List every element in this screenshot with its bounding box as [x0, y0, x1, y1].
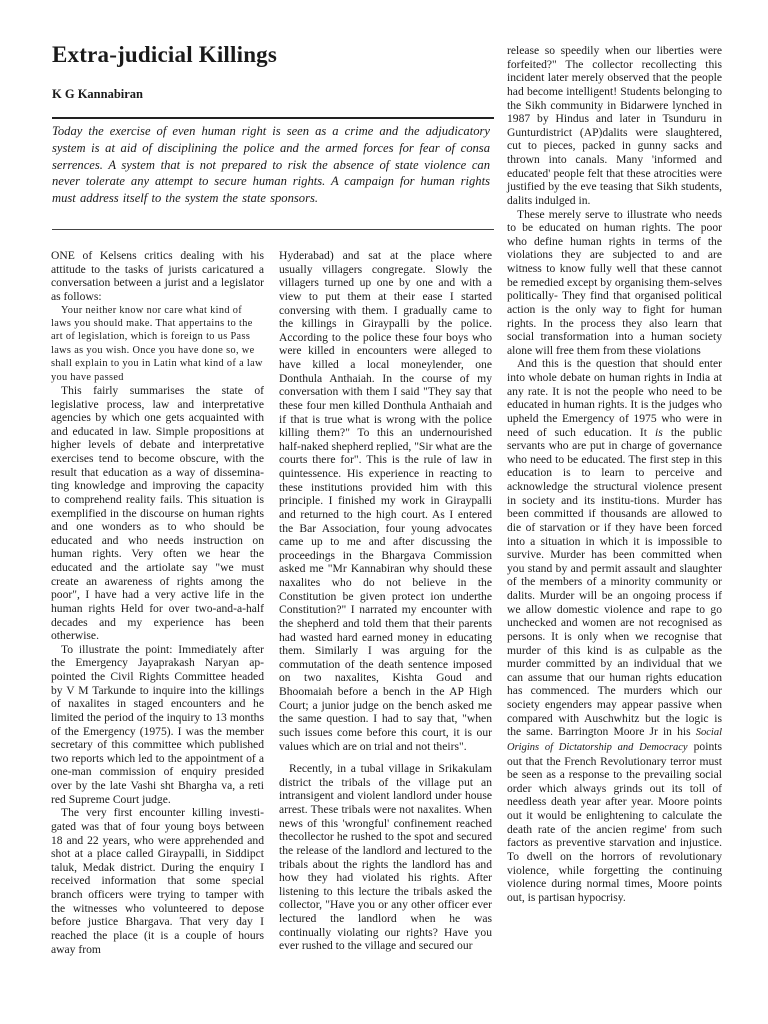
body-paragraph — [507, 357, 722, 904]
article-title: Extra-judicial Killings — [52, 42, 278, 67]
body-paragraph: To illustrate the point: Immediately after the Emergency Jayaprakash Naryan ap-pointed the Civil Rights Committee headed by V M Tarkunde to inquire into the killings of naxalites in staged encounters and he limited the period of the inquiry to 13 months of the Emergency (1975). I was the member secretary of this committee which published two reports which led to the appointment of a one-man commission of enquiry presided over by the late Vashi sht Bhargha va, a reti red Supreme Court judge. — [51, 642, 264, 806]
column-3 — [507, 44, 722, 904]
body-paragraph: Hyderabad) and sat at the place where usually villagers congregate. Slowly the villagers turned up one by one and with a view to put them at their ease I started conversing with them. I gradually came to the killings in Giraypalli by the police. According to the police these four boys who were killed in encounters were alleged to have killed a local moneylender, one Donthula Anthaiah. In the course of my conversation with them I said "They say that these four men killed Donthula Anthaiah and if that is true what is wrong with the police killing them?" To this an undernourished half-naked shepherd replied, "Sir what are the courts there for". This is the rule of law in quintessence. His experience in reacting to these institutions provided him with this principle. I finished my work in Giraypalli and returned to the high court. As I entered the Bar Association, four young advocates came up to me and after discussing the proceedings in the Bhargava Commission asked me "Mr Kannabiran why should these naxalites who do not believe in the Constitution be given protect ion underthe Constitution?" I narrated my encounter with the shepherd and told them that their parents had wasted hard earned money in educating them. Similarly I was arguing for the commutation of the death sentence imposed on two naxalites, Kishta Goud and Bhoomaiah before a bench in the AP High Court; a junior judge on the bench asked me the same question. I had to say that, "when such issues come before this court, it is our values which are on trial and not theirs". — [279, 249, 493, 753]
article-author: K G Kannabiran — [52, 87, 143, 101]
body-paragraph: release so speedily when our liberties were forfeited?" The collector recollecting this incident later merely observed that the people had become intelligent! Students belonging to the Sikh community in Bidarwere lynched in 1987 by Hindus and later in Tsunduru in Gunturdistrict (AP)dalits were slaughtered, cut to pieces, packed in gunny sacks and thrown into canals. Many 'informed and educated' people felt that these atrocities were justified by the eve teasing that Sikh students, dalits indulged in. — [507, 44, 722, 207]
header-rule — [52, 117, 494, 119]
book-title: Social Origins of Dictatorship and Democracy — [507, 727, 722, 753]
body-text: points out that the French Revolutionary terror must be seen as a response to the prevailing social order which always grinds out its toll of needless death year after year. Moore points out it would be enlightening to calculate the death rate of the ancien regime' from such factors as preventive starvation and injustice. To dwell on the horrors of revolutionary violence, while forgetting the continuing violence during normal times, Moore points out, is partisan hypocrisy. — [507, 739, 722, 904]
body-paragraph: This fairly summarises the state of legislative process, law and interpretative agencies by which one gets acquainted with and educated in law. Simple propositions at higher levels of debate and interpretative exercises tend to become obscure, with the result that education as a way of dissemina-ting knowledge and improving the capacity to comprehend reality fails. This situation is exemplified in the discourse on human rights and one wonders as to who should be educated and who needs instruction on human rights. Very often we hear the educated and the artiolate say "we must create an awareness of rights among the poor", I have had a very active life in the human rights Held for over two-and-a-half decades and my experience has been otherwise. — [51, 383, 264, 643]
body-paragraph: These merely serve to illustrate who needs to be educated on human rights. The poor who define human rights in terms of the violations they are subjected to and are witness to know fully well that these cannot be remedied except by organising them-selves politically- They find that organised political action is the only way to fight for human rights. In the process they also learn that social transformation into a human society alone will free them from these violations — [507, 207, 722, 357]
emphasis-text: is — [655, 425, 663, 439]
column-1 — [51, 249, 264, 956]
body-paragraph: The very first encounter killing investi-gated was that of four young boys between 18 and 22 years, who were apprehended and shot at a place called Giraypalli, in Siddipct taluk, Medak district. During the enquiry I received information that some special branch officers were trying to tamper with the witnesses who volunteered to depose before justice Bhargava. That very day I reached the place (it is a couple of hours away from — [51, 806, 264, 956]
block-quote: Your neither know nor care what kind of laws you should make. That appertains to the art of legislation, which is foreign to us Pass laws as you wish. Once you have done so, we shall explain to you in Latin what kind of a law you have passed — [51, 304, 263, 383]
abstract-rule — [52, 229, 494, 230]
body-paragraph: ONE of Kelsens critics dealing with his attitude to the tasks of jurists caricatured a conversation between a jurist and a legislator as follows: — [51, 249, 264, 303]
column-2 — [279, 249, 492, 953]
body-paragraph: Recently, in a tubal village in Srikakulam district the tribals of the village put an intransigent and violent landlord under house arrest. These tribals were not naxalites. When news of this 'wrongful' confinement reached thecollector he rushed to the spot and secured the release of the landlord and lectured to the tribals about the rights the landlord has and how they had violated his rights. After listening to this lecture the tribals asked the collector, "Have you or any other officer ever lectured the landlord when he was continually violating our rights? Have you ever rushed to the village and secured our — [279, 762, 492, 953]
body-text: And this is the question that should enter into whole debate on human rights in India at any rate. It is not the people who need to be educated in human rights. It is the judges who upheld the Emergency of 1975 who were in need of such education. It — [507, 357, 722, 439]
body-text: the public servants who are put in charge of governance who need to be educated. The first step in this education is to learn to perceive and acknowledge the structural violence present in society and its institu-tions. Murder has been committed if thousands are allowed to die of starvation or if they have been forced into a situation in which it is impossible to survive. Murder has been committed when you stand by and permit assault and slaughter of the members of a minority community or dalits. Murder will be an ongoing process if we allow domestic violence and rape to go unchecked and women are not recognised as persons. It is only when we recognise that murder of this kind is as culpable as the murder committed by an individual that we can assume that our human rights education has commenced. The murders which our society engenders may appear passive when compared with Auschwhitz but the logic is the same. Barrington Moore Jr in his — [507, 425, 723, 739]
article-abstract: Today the exercise of even human right is seen as a crime and the adjudicatory system is at aid of disciplining the police and the armed forces for fear of consa serrences. A system that is not prepared to risk the absence of state violence can never tolerate any attempt to secure human rights. A campaign for human rights must address itself to the system the state sponsors. — [52, 124, 490, 206]
